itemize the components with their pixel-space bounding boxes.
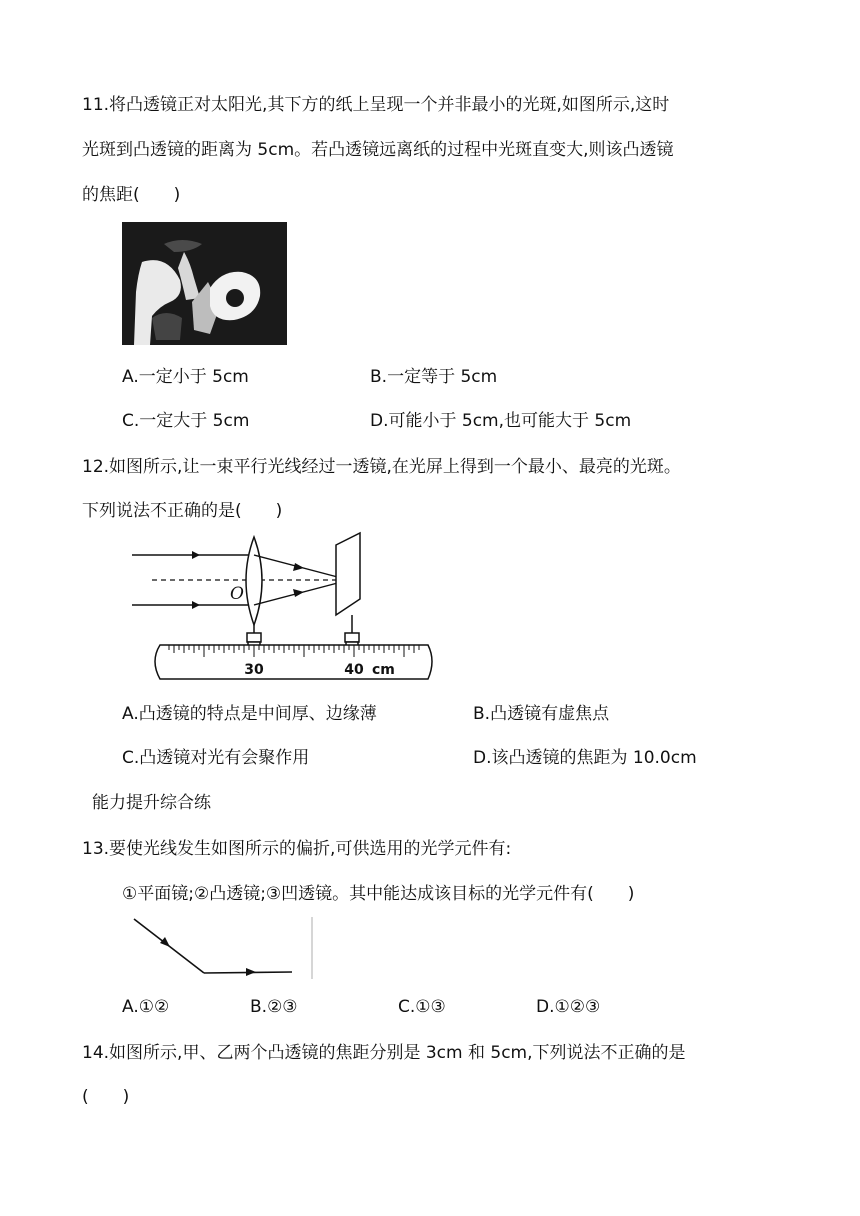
q12-option-c: C.凸透镜对光有会聚作用 xyxy=(122,748,310,768)
q12-option-a: A.凸透镜的特点是中间厚、边缘薄 xyxy=(122,704,377,724)
ray-deflection-diagram xyxy=(130,915,320,985)
q11-option-d: D.可能小于 5cm,也可能大于 5cm xyxy=(370,411,632,431)
q13-option-b: B.②③ xyxy=(250,997,298,1017)
q11-line-1: 11.将凸透镜正对太阳光,其下方的纸上呈现一个并非最小的光斑,如图所示,这时 xyxy=(82,95,670,115)
q13-line-1: 13.要使光线发生如图所示的偏折,可供选用的光学元件有: xyxy=(82,839,512,859)
q11-line-2: 光斑到凸透镜的距离为 5cm。若凸透镜远离纸的过程中光斑直变大,则该凸透镜 xyxy=(82,140,674,160)
q11-option-a: A.一定小于 5cm xyxy=(122,367,249,387)
ruler-unit-label: cm xyxy=(372,662,395,678)
q11-option-b: B.一定等于 5cm xyxy=(370,367,498,387)
q13-option-d: D.①②③ xyxy=(536,997,601,1017)
q13-option-c: C.①③ xyxy=(398,997,446,1017)
q14-line-1: 14.如图所示,甲、乙两个凸透镜的焦距分别是 3cm 和 5cm,下列说法不正确的是 xyxy=(82,1043,686,1063)
q11-option-c: C.一定大于 5cm xyxy=(122,411,250,431)
section-title: 能力提升综合练 xyxy=(92,793,211,813)
q13-line-2: ①平面镜;②凸透镜;③凹透镜。其中能达成该目标的光学元件有( ) xyxy=(122,884,635,904)
q12-line-2: 下列说法不正确的是( ) xyxy=(82,501,283,521)
q11-line-3: 的焦距( ) xyxy=(82,185,181,205)
q14-line-2: ( ) xyxy=(82,1087,130,1107)
ruler-label-30: 30 xyxy=(244,662,264,678)
lens-center-label: O xyxy=(230,584,244,604)
q12-option-b: B.凸透镜有虚焦点 xyxy=(473,704,610,724)
ruler-label-40: 40 xyxy=(344,662,364,678)
q12-option-d: D.该凸透镜的焦距为 10.0cm xyxy=(473,748,697,768)
q12-line-1: 12.如图所示,让一束平行光线经过一透镜,在光屏上得到一个最小、最亮的光斑。 xyxy=(82,457,681,477)
q13-option-a: A.①② xyxy=(122,997,170,1017)
sunlight-spot-photo xyxy=(122,222,287,345)
lens-ruler-diagram xyxy=(120,533,440,689)
